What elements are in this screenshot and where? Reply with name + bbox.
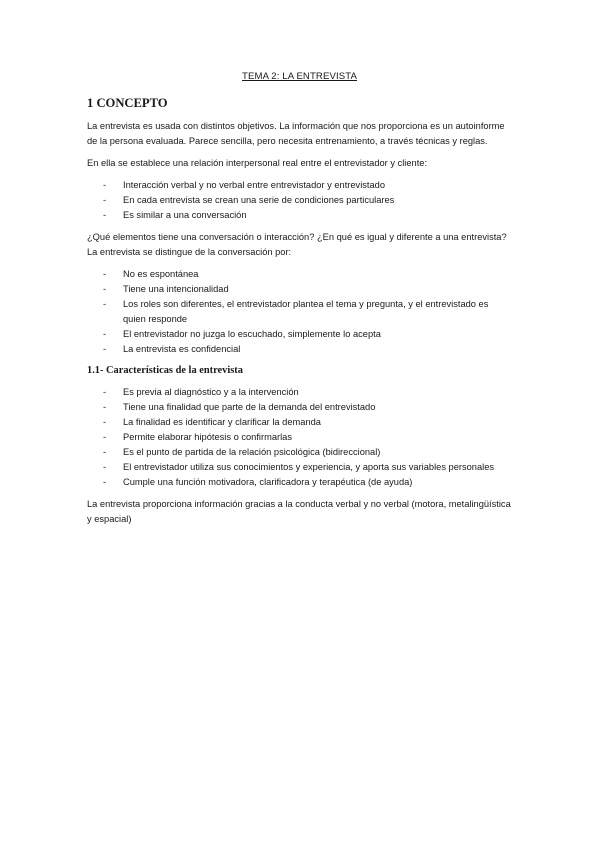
list-item-text: Cumple una función motivadora, clarificadora y terapéutica (de ayuda) [123,477,413,487]
bullet-dash: - [103,477,107,487]
bullet-dash: - [103,447,107,457]
document-content [87,70,512,534]
section-heading-concepto: 1 CONCEPTO [87,96,168,110]
list-caracteristicas [87,385,512,490]
list-item [87,297,512,327]
paragraph-intro: La entrevista es usada con distintos objetivos. La información que nos proporciona es un autoinforme de la persona evaluada. Parece sencilla, pero necesita entrenamiento, a través técnicas y reglas. [87,121,505,146]
list-item-text: Es similar a una conversación [123,210,247,220]
list-item-text: Es el punto de partida de la relación psicológica (bidireccional) [123,447,381,457]
bullet-dash: - [103,417,107,427]
bullet-dash: - [103,299,107,309]
list-item-text: Tiene una finalidad que parte de la demanda del entrevistado [123,402,376,412]
bullet-dash: - [103,180,107,190]
list-diferencias [87,267,512,357]
bullet-dash: - [103,195,107,205]
paragraph-closing: La entrevista proporciona información gracias a la conducta verbal y no verbal (motora, metalingüística y espacial) [87,499,511,524]
bullet-dash: - [103,210,107,220]
list-relacion [87,178,512,223]
list-item-text: Es previa al diagnóstico y a la intervención [123,387,299,397]
paragraph-preguntas: ¿Qué elementos tiene una conversación o interacción? ¿En qué es igual y diferente a una entrevista? La entrevista se distingue de la conversación por: [87,232,507,257]
list-item [87,430,512,445]
list-item-text: No es espontánea [123,269,199,279]
bullet-dash: - [103,462,107,472]
list-item [87,385,512,400]
list-item [87,415,512,430]
list-item-text: El entrevistador utiliza sus conocimientos y experiencia, y aporta sus variables personales [123,462,495,472]
list-item [87,193,512,208]
list-item [87,267,512,282]
list-item-text: En cada entrevista se crean una serie de condiciones particulares [123,195,395,205]
list-item-text: Interacción verbal y no verbal entre entrevistador y entrevistado [123,180,386,190]
list-item-text: La entrevista es confidencial [123,344,241,354]
bullet-dash: - [103,344,107,354]
list-item [87,178,512,193]
list-item [87,400,512,415]
list-item [87,342,512,357]
bullet-dash: - [103,269,107,279]
bullet-dash: - [103,432,107,442]
list-item [87,445,512,460]
list-item [87,460,512,475]
bullet-dash: - [103,402,107,412]
list-item-text: El entrevistador no juzga lo escuchado, simplemente lo acepta [123,329,381,339]
bullet-dash: - [103,329,107,339]
list-item [87,282,512,297]
paragraph-relacion: En ella se establece una relación interpersonal real entre el entrevistador y cliente: [87,158,428,168]
subsection-heading-caracteristicas: 1.1- Características de la entrevista [87,365,243,376]
list-item [87,327,512,342]
list-item-text: La finalidad es identificar y clarificar la demanda [123,417,321,427]
list-item [87,208,512,223]
document-title: TEMA 2: LA ENTREVISTA [242,71,357,82]
bullet-dash: - [103,387,107,397]
bullet-dash: - [103,284,107,294]
list-item-text: Permite elaborar hipótesis o confirmarlas [123,432,292,442]
list-item [87,475,512,490]
list-item-text: Los roles son diferentes, el entrevistador plantea el tema y pregunta, y el entrevistado es quien responde [123,299,489,324]
list-item-text: Tiene una intencionalidad [123,284,229,294]
